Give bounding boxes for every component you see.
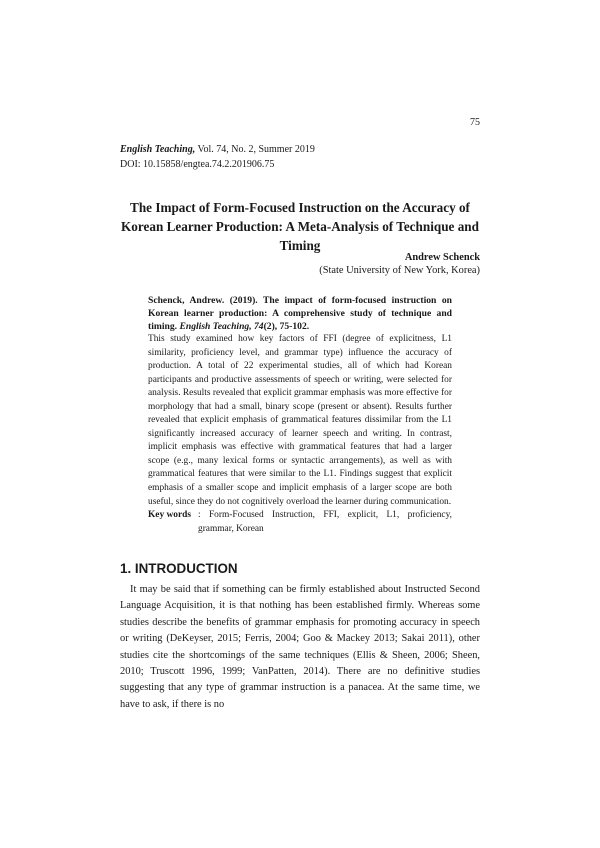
section-heading: 1. INTRODUCTION — [120, 561, 238, 576]
author-name: Andrew Schenck — [404, 252, 480, 263]
citation — [148, 294, 452, 333]
body-paragraph: It may be said that if something can be firmly established about Instructed Second Language Acquisition, it is that nothing has been established firmly. Whereas some studies describe the benefits of grammar emphasis for promoting accuracy in speech or writing (DeKeyser, 2015; Ferris, 2004; Goo & Mackey 2013; Sakai 2011), other studies cite the shortcomings of the same techniques (Ellis & Sheen, 2006; Sheen, 2010; Truscott 1996, 1999; VanPatten, 2014). There are no definitive studies suggesting that any type of grammar instruction is a panacea. At the same time, we have to ask, if there is no — [120, 584, 480, 710]
paper-title: The Impact of Form-Focused Instruction on the Accuracy of Korean Learner Production: A Meta-Analysis of Technique and Timing — [121, 200, 479, 253]
citation-journal: English Teaching, 74 — [179, 321, 264, 332]
citation-main: Schenck, Andrew. (2019). The impact of form-focused instruction on Korean learner production: A comprehensive study of technique and timing. — [148, 295, 452, 332]
abstract: This study examined how key factors of FFI (degree of explicitness, L1 similarity, proficiency level, and grammar type) influence the accuracy of production. A total of 22 experimental studies, all of which had Korean participants and productive assessments of speech or writing, were selected for analysis. Results revealed that explicit grammar emphasis was more effective for morphology that had a small, binary scope (present or absent). Results further revealed that explicit emphasis of grammatical features dissimilar from the L1 significantly increased accuracy of learner speech and writing. In contrast, implicit emphasis was effective with grammatical features that had a larger scope (e.g., many lexical forms or syntactic arrangements), as well as with grammatical features that were similar to the L1. Findings suggest that explicit emphasis of a smaller scope and implicit emphasis of a larger scope are both useful, since they do not cognitively overload the learner during communication. — [148, 334, 452, 507]
page-number: 75 — [470, 117, 480, 128]
keywords-value: : Form-Focused Instruction, FFI, explicit, L1, proficiency, grammar, Korean — [198, 510, 452, 534]
author-affiliation: (State University of New York, Korea) — [319, 265, 480, 276]
citation-pages: (2), 75-102. — [263, 321, 310, 332]
journal-name: English Teaching, — [120, 144, 196, 155]
keywords — [148, 508, 452, 536]
doi: DOI: 10.15858/engtea.74.2.201906.75 — [120, 159, 275, 170]
journal-info — [120, 143, 315, 157]
keywords-label: Key words — [148, 510, 191, 520]
journal-details: Vol. 74, No. 2, Summer 2019 — [195, 144, 315, 155]
